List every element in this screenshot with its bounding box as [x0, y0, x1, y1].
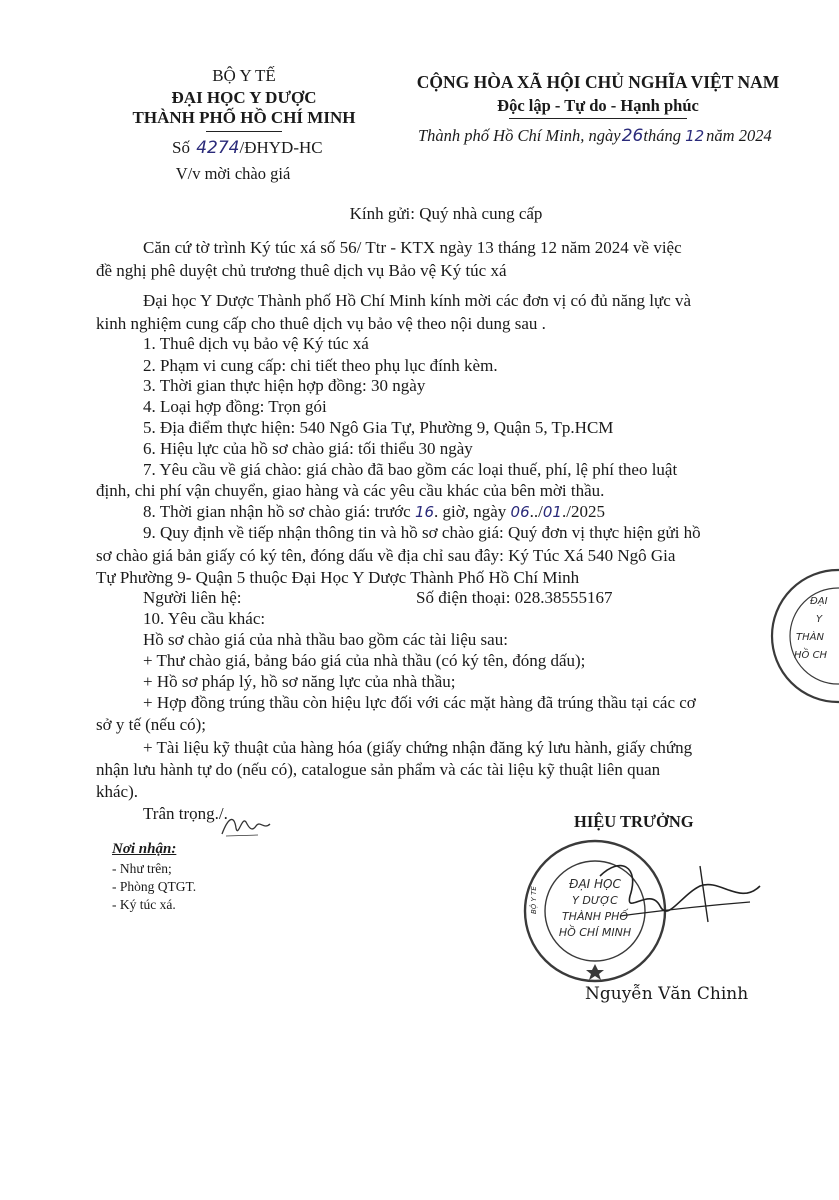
edge-seal-partial [760, 566, 839, 706]
item-4: 4. Loại hợp đồng: Trọn gói [143, 397, 327, 416]
para2-line2: kinh nghiệm cung cấp cho thuê dịch vụ bảo vệ theo nội dung sau . [96, 314, 546, 333]
item-1: 1. Thuê dịch vụ bảo vệ Ký túc xá [143, 334, 369, 353]
item-8-mid: . giờ, ngày [434, 502, 507, 521]
closing: Trân trọng./. [143, 804, 228, 823]
nation-title: CỘNG HÒA XÃ HỘI CHỦ NGHĨA VIỆT NAM [416, 72, 780, 92]
seal-line1: ĐẠI HỌC [569, 877, 621, 891]
docs-intro: Hồ sơ chào giá của nhà thầu bao gồm các tài liệu sau: [143, 630, 508, 649]
para2-line1: Đại học Y Dược Thành phố Hồ Chí Minh kính mời các đơn vị có đủ năng lực và [143, 291, 692, 310]
item-8-day: 06 [510, 503, 530, 521]
edge-seal-line3: THÀN [796, 632, 824, 643]
doc-4-line3: khác). [96, 782, 139, 801]
item-7-line1: 7. Yêu cầu về giá chào: giá chào đã bao gồm các loại thuế, phí, lệ phí theo luật [143, 460, 678, 479]
item-8-year: /2025 [566, 502, 605, 521]
doc-4-line1: + Tài liệu kỹ thuật của hàng hóa (giấy chứng nhận đăng ký lưu hành, giấy chứng [143, 738, 693, 757]
place-date-year: năm 2024 [706, 126, 772, 145]
recipient-item: - Ký túc xá. [112, 897, 176, 912]
seal-star-icon [586, 964, 604, 980]
doc-2: + Hồ sơ pháp lý, hồ sơ năng lực của nhà thầu; [143, 672, 456, 691]
edge-seal-line4: HỒ CH [794, 650, 828, 661]
contact-label: Người liên hệ: [143, 588, 242, 607]
university-name-line1: ĐẠI HỌC Y DƯỢC [171, 88, 317, 107]
place-date-prefix: Thành phố Hồ Chí Minh, ngày [418, 126, 621, 145]
item-9-line1: 9. Quy định về tiếp nhận thông tin và hồ sơ chào giá: Quý đơn vị thực hiện gửi hồ [143, 523, 701, 542]
document-subject: V/v mời chào giá [175, 164, 291, 183]
item-9-line3: Tự Phường 9- Quận 5 thuộc Đại Học Y Dược Thành Phố Hồ Chí Minh [96, 568, 580, 587]
doc-4-line2: nhận lưu hành tự do (nếu có), catalogue sản phẩm và các tài liệu kỹ thuật liên quan [96, 760, 661, 779]
doc-number-prefix: Số [172, 138, 190, 157]
item-10: 10. Yêu cầu khác: [143, 609, 266, 628]
item-2: 2. Phạm vi cung cấp: chi tiết theo phụ lục đính kèm. [143, 356, 498, 375]
item-8: 8. Thời gian nhận hồ sơ chào giá: trước 16. giờ, ngày 06../01./2025 [143, 502, 605, 521]
doc-3-line1: + Hợp đồng trúng thầu còn hiệu lực đối với các mặt hàng đã trúng thầu tại các cơ [143, 693, 696, 712]
document-number [172, 138, 323, 158]
item-3: 3. Thời gian thực hiện hợp đồng: 30 ngày [143, 376, 426, 395]
phone-number: Số điện thoại: 028.38555167 [416, 588, 613, 607]
left-header-rule [206, 131, 282, 132]
recipients-title: Nơi nhận: [112, 841, 177, 857]
date-month: 12 [685, 127, 705, 145]
university-name-line2: THÀNH PHỐ HỒ CHÍ MINH [132, 108, 356, 127]
place-and-date [418, 126, 772, 146]
para1-line1: Căn cứ tờ trình Ký túc xá số 56/ Ttr - KTX ngày 13 tháng 12 năm 2024 về việc [143, 238, 682, 257]
para1-line2: đề nghị phê duyệt chủ trương thuê dịch vụ Bảo vệ Ký túc xá [96, 261, 507, 280]
item-7-line2: định, chi phí vận chuyển, giao hàng và các yêu cầu khác của bên mời thầu. [96, 481, 605, 500]
item-8-month: 01 [542, 503, 562, 521]
edge-seal-line2: Y [816, 614, 823, 625]
doc-3-line2: sở y tế (nếu có); [96, 715, 207, 734]
edge-seal-line1: ĐẠI [810, 596, 828, 607]
salutation: Kính gửi: Quý nhà cung cấp [349, 204, 543, 223]
signature [560, 846, 780, 946]
doc-number-handwritten: 4274 [196, 138, 240, 158]
seal-line2: Y DƯỢC [572, 894, 618, 907]
right-header-rule [509, 118, 687, 119]
initials-signature [218, 808, 274, 842]
signer-title: HIỆU TRƯỞNG [574, 812, 694, 831]
seal-line3: THÀNH PHỐ [561, 910, 629, 923]
ministry-name: BỘ Y TẾ [212, 66, 276, 85]
seal-side-text: BỘ Y TẾ [530, 886, 538, 914]
item-5: 5. Địa điểm thực hiện: 540 Ngô Gia Tự, Phường 9, Quận 5, Tp.HCM [143, 418, 614, 437]
date-day: 26 [621, 126, 644, 146]
item-8-hour: 16 [414, 503, 435, 521]
seal-line4: HỒ CHÍ MINH [558, 926, 632, 939]
national-motto: Độc lập - Tự do - Hạnh phúc [497, 96, 699, 115]
doc-number-suffix: /ĐHYD-HC [239, 138, 323, 157]
signer-name: Nguyễn Văn Chinh [585, 984, 749, 1004]
item-6: 6. Hiệu lực của hồ sơ chào giá: tối thiểu 30 ngày [143, 439, 473, 458]
recipient-item: - Phòng QTGT. [112, 879, 197, 894]
item-9-line2: sơ chào giá bản giấy có ký tên, đóng dấu về địa chỉ sau đây: Ký Túc Xá 540 Ngô Gia [96, 546, 676, 565]
place-date-month-label: tháng [643, 126, 681, 145]
doc-1: + Thư chào giá, bảng báo giá của nhà thầu (có ký tên, đóng dấu); [143, 651, 586, 670]
item-8-prefix: 8. Thời gian nhận hồ sơ chào giá: trước [143, 502, 411, 521]
recipient-item: - Như trên; [112, 861, 172, 876]
